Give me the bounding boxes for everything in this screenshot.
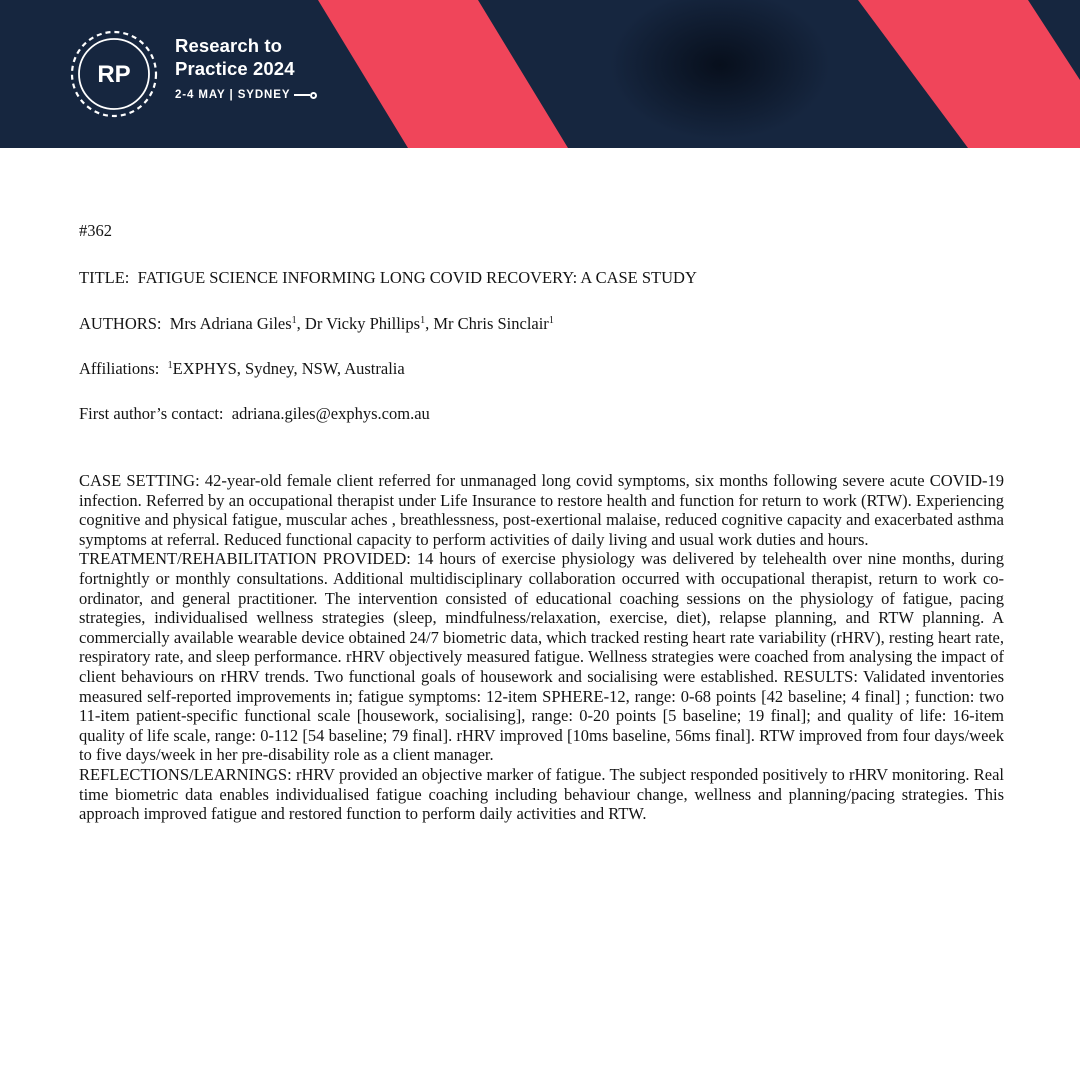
author-affiliation-mark: 1 (291, 315, 297, 326)
banner-stripe-left (318, 0, 568, 148)
author-name: Dr Vicky Phillips (304, 314, 421, 333)
event-dates: 2-4 MAY | SYDNEY (175, 89, 291, 101)
affiliation-text: EXPHYS, Sydney, NSW, Australia (172, 359, 405, 378)
banner-shadow (610, 0, 830, 140)
affiliation-number: 1 (167, 360, 173, 371)
banner-stripe-right (858, 0, 1080, 148)
abstract-title-line (79, 268, 1004, 288)
event-dot-icon (310, 92, 317, 99)
affiliations-line (79, 359, 1004, 379)
authors-label: AUTHORS: (79, 314, 162, 333)
event-divider (294, 94, 310, 96)
event-name-line1: Research to (175, 35, 283, 56)
case-setting-paragraph: CASE SETTING: 42-year-old female client referred for unmanaged long covid symptoms, six months following severe acute COVID-19 infection. Referred by an occupational therapist under Life Insurance to restore health and function for return to work (RTW). Experiencing cognitive and physical fatigue, muscular aches , breathlessness, post-exertional malaise, reduced cognitive capacity and exacerbated asthma symptoms at referral. Reduced functional capacity to perform activities of daily living and usual work duties and hours. (79, 471, 1004, 549)
conference-banner (0, 0, 1080, 148)
abstract-title: FATIGUE SCIENCE INFORMING LONG COVID RECOVERY: A CASE STUDY (137, 268, 697, 287)
title-label: TITLE: (79, 268, 130, 287)
author-affiliation-mark: 1 (548, 315, 554, 326)
abstract-body (79, 471, 1004, 824)
affiliations-label: Affiliations: (79, 359, 160, 378)
author-name: Mrs Adriana Giles (169, 314, 292, 333)
contact-email: adriana.giles@exphys.com.au (231, 404, 430, 423)
contact-label: First author’s contact: (79, 404, 224, 423)
contact-line (79, 404, 1004, 424)
logo-monogram: RP (97, 61, 131, 88)
reflections-paragraph: REFLECTIONS/LEARNINGS: rHRV provided an objective marker of fatigue. The subject responded positively to rHRV monitoring. Real time biometric data enables individualised fatigue coaching including behaviour change, wellness and planning/pacing strategies. This approach improved fatigue and restored function to perform daily activities and RTW. (79, 764, 1004, 824)
treatment-results-paragraph: TREATMENT/REHABILITATION PROVIDED: 14 hours of exercise physiology was delivered by telehealth over nine months, during fortnightly or monthly consultations. Additional multidisciplinary collaboration occurred with occupational therapist, return to work co-ordinator, and general practitioner. The intervention consisted of educational coaching sessions on the physiology of fatigue, pacing strategies, individualised wellness strategies (sleep, mindfulness/relaxation, exercise, diet), relapse planning, and RTW planning. A commercially available wearable device obtained 24/7 biometric data, which tracked resting heart rate variability (rHRV), resting heart rate, respiratory rate, and sleep performance. rHRV objectively measured fatigue. Wellness strategies were coached from analysing the impact of client behaviours on rHRV trends. Two functional goals of housework and socialising were established. RESULTS: Validated inventories measured self-reported improvements in; fatigue symptoms: 12-item SPHERE-12, range: 0-68 points [42 baseline; 4 final] ; function: two 11-item patient-specific functional scale [housework, socialising], range: 0-20 points [5 baseline; 19 final]; and quality of life: 16-item quality of life scale, range: 0-112 [54 baseline; 79 final]. rHRV improved [10ms baseline, 56ms final]. RTW improved from four days/week to five days/week in her pre-disability role as a client manager. (79, 549, 1004, 765)
conference-logo (66, 26, 162, 122)
event-info (175, 34, 317, 101)
banner-stripes (0, 0, 1080, 148)
abstract-document (79, 215, 1004, 824)
abstract-id: #362 (79, 221, 112, 240)
event-name-line2: Practice 2024 (175, 58, 295, 79)
authors-line (79, 314, 1004, 334)
author-name: Mr Chris Sinclair (433, 314, 549, 333)
author-separator: , (296, 314, 305, 333)
author-separator: , (425, 314, 434, 333)
author-affiliation-mark: 1 (420, 315, 426, 326)
